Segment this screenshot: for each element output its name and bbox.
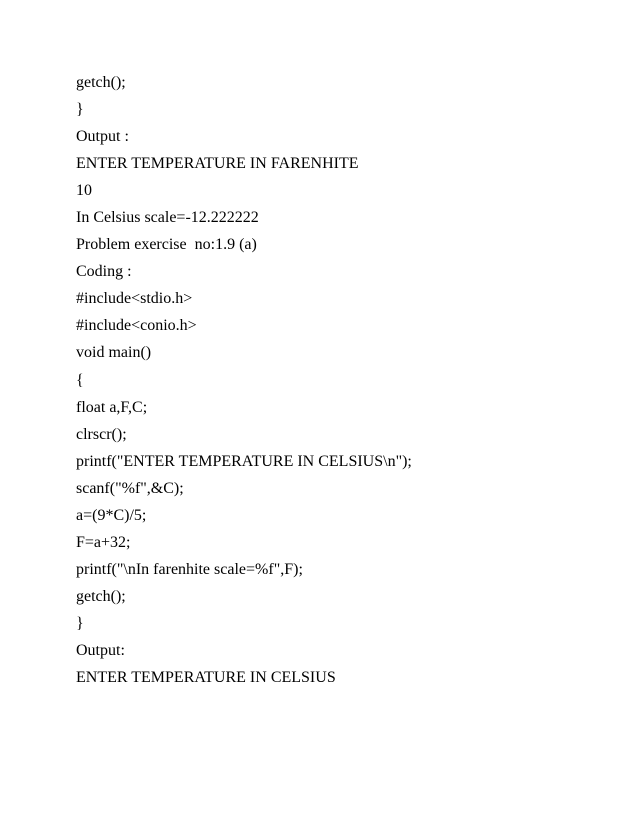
text-line: Problem exercise no:1.9 (a) xyxy=(76,236,257,254)
text-line: getch(); xyxy=(76,587,126,605)
text-line: a=(9*C)/5; xyxy=(76,506,147,524)
text-line: ENTER TEMPERATURE IN FARENHITE xyxy=(76,155,359,173)
text-line: In Celsius scale=-12.222222 xyxy=(76,209,259,227)
text-line: void main() xyxy=(76,344,152,362)
text-line: Coding : xyxy=(76,263,132,281)
text-line: { xyxy=(76,371,84,389)
document-body xyxy=(76,74,412,696)
text-line: ENTER TEMPERATURE IN CELSIUS xyxy=(76,669,336,687)
text-line: clrscr(); xyxy=(76,425,127,443)
text-line: #include<stdio.h> xyxy=(76,290,193,308)
text-line: F=a+32; xyxy=(76,533,131,551)
text-line: } xyxy=(76,101,84,119)
text-line: Output: xyxy=(76,641,125,659)
text-line: scanf("%f",&C); xyxy=(76,479,184,497)
text-line: } xyxy=(76,614,84,632)
text-line: float a,F,C; xyxy=(76,398,148,416)
text-line: printf("\nIn farenhite scale=%f",F); xyxy=(76,560,303,578)
text-line: #include<conio.h> xyxy=(76,317,197,335)
text-line: printf("ENTER TEMPERATURE IN CELSIUS\n"); xyxy=(76,452,412,470)
text-line: Output : xyxy=(76,128,129,146)
text-line: 10 xyxy=(76,182,92,200)
text-line: getch(); xyxy=(76,74,126,91)
